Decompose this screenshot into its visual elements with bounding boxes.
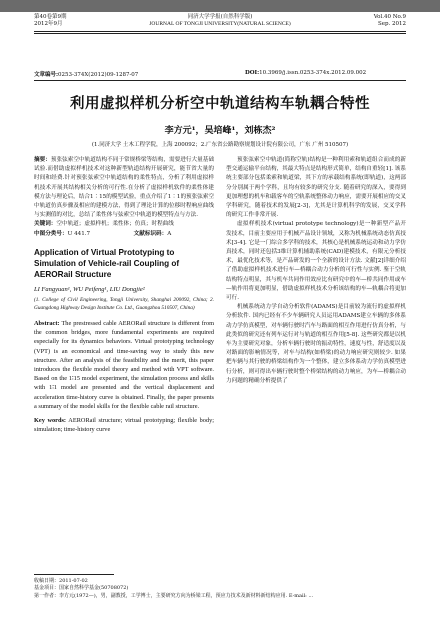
keywords-cn-label: 关键词： [34, 221, 57, 228]
footnote-rule [34, 574, 114, 575]
body-paragraph-3: 机械系统动力学自动分析软件(ADAMS)是目前较为流行的虚拟样机分析软件. 国内已经有不少车辆研究人员运用ADAMS建立车辆的多体系动力学仿真模型，对车辆行驶时汽车与路面的相互作用进行仿真分析，与此类似的研究还有列车运行对与轨道的相互作用[5-8]. 这些研究都是以机车为主要研究对象，分析车辆行驶时的振动特性，速度与性，舒适度以及对路面的影响情况等，对车与结构(如桥梁)的动力响应研究则较少. 如果把车辆与其行驶的桥梁结构作为一个整体，建立多体系动力学仿真模型进行分析，则可得出车辆行驶时整个桥梁结构的动力响应，为车—桥耦合动力问题的精确分析提供了 [226, 304, 406, 384]
english-affiliation: (1. College of Civil Engineering, Tongji University, Shanghai 200092, China; 2. Guangdong Highway Design Institute Co. Ltd., Guangzhou 510507, China) [34, 297, 214, 311]
journal-issue-en: Vol.40 No.9 Sep. 2012 [373, 14, 406, 27]
header-rule-2 [34, 33, 406, 34]
header-rule [34, 31, 406, 32]
keywords-cn [34, 220, 214, 229]
article-number: 文章编号:0253-374X(2012)09-1287-07 [34, 72, 139, 78]
author-list: 李方元¹，吴培峰¹，刘栋杰² [164, 126, 276, 136]
paper-title: 利用虚拟样机分析空中轨道结构车轨耦合特性 [70, 96, 370, 112]
body-paragraph-1: 预张弦索空中轨道(简称空轨)结构是一种利用索和轨道组合而成的新型交通运输平台结构，其最大特点是结构形式简单，结构自重轻[1]. 该系统主要部分包括柔索和轨道梁，其下方的承载结构系统(即轨道)，这两部分分别属于两个学科，且均有较多的研究分支. 随着研究的深入，要得到更加理想的机车和载客车的空轨系统整体动力响应，需要开展相应的交叉学科研究，随着技术的发展[2-3]，尤其是计算机科学的发展，交叉学科的研究工作非常开展. [226, 157, 406, 219]
footnote: 收稿日期：2011-07-02 基金项目：国家自然科学基金(50708072) 第一作者：李方元(1972—)，男，副教授，工学博士，主要研究方向为桥梁工程，预应力技术及新材料新结构应用. E-mail: ... [34, 578, 314, 599]
english-title: Application of Virtual Prototyping to Simulation of Vehicle-rail Coupling of AERORail Structure [34, 247, 180, 279]
english-keywords-label: Key words: [34, 417, 67, 425]
english-abstract-label: Abstract: [34, 320, 60, 328]
keywords-cn-text: 空中轨道；虚拟样机；柔性体；仿真；时程曲线 [56, 221, 174, 228]
english-keywords [34, 416, 214, 434]
meta-rule [34, 80, 406, 81]
doi: DOI:10.3969/j.issn.0253-374x.2012.09.002 [245, 70, 367, 76]
english-abstract-text: The prestressed cable AERORail structure is different from the common bridges, more fundamental experiments are required especially for its dynamics behaviors. Virtual prototyping technology (VPT) is an economical and time-saving way to study this new structure. After an analysis of the feasibility and the merit, this paper introduces the flexible model theory and method with VPT software. Based on the 1∶15 model experiment, the simulation process and skills with 1∶1 model are presented and the vertical displacement and acceleration time-history curve is obtained. Finally, the paper presents a summary of the model skills for the flexible cable rail structure. [34, 320, 214, 410]
english-keywords-text: AERORail structure; virtual prototyping; flexible body; simulation; time-history curve [34, 417, 214, 434]
abstract-cn [34, 156, 214, 220]
left-column [34, 156, 214, 434]
english-abstract [34, 319, 214, 411]
classification: 中图分类号：U 441.7 文献标识码：A [34, 230, 172, 237]
english-authors: LI Fangyuan¹, WU Peifeng¹, LIU Dongjie² [34, 285, 145, 293]
abstract-cn-label: 摘要： [34, 157, 51, 163]
abstract-cn-text: 预张弦索空中轨道结构不同于常规桥梁等结构，需要进行大量基础试验.而借助虚拟样机技术对这种新型轨道结构开展研究，能节省大量的时间和经费.针对预张弦索空中轨道结构的柔性特点，分析了利用虚拟样机技术开展其结构相关分析的可行性.在分析了虚拟样机软件的柔性体建模方法与理论后，结合1∶15的模型试验，重点介绍了1∶1的预张弦索空中轨道仿真步骤及相应的建模方法，得到了理论计算的位移时程响应曲线与实测值的对比，总结了柔性体与弦索空中轨道的模型特点与方法. [34, 157, 215, 219]
journal-name: 同济大学学报(自然科学版) JOURNAL OF TONGJI UNIVERSITY(NATURAL SCIENCE) [149, 14, 291, 27]
top-band [0, 0, 440, 12]
body-paragraph-2: 虚拟样机技术(virtual prototype technology)是一种新型产品开发技术，目前主要应用于机械产品设计领域，又称为机械系统动态仿真技术[3-4]. 它是一门综合多学科的技术，其核心是机械系统运动和动力学仿真技术，同时还包括3维计算机辅助系统(CAD)建模技术，有限元分析技术，最优化技术等，是产品研发的一个全新的设计方法. 文献[2]详细介绍了借助虚拟样机技术进行车—桥耦合动力分析的可行性与实例. 鉴于空轨结构特点明显，其与机车共同作用效应比有研究中的车—桥共同作用或车—轨作用将更加明显，借助虚拟样机技术分析该结构的车—轨耦合将更加可行. [226, 221, 406, 302]
journal-issue-cn: 第40卷第9期 2012年9月 [34, 14, 67, 27]
affiliation: (1.同济大学 土木工程学院，上海 200092；2.广东省公路勘察规划设计院有限公司，广东 广州 510507) [91, 142, 349, 148]
right-column [226, 156, 406, 386]
